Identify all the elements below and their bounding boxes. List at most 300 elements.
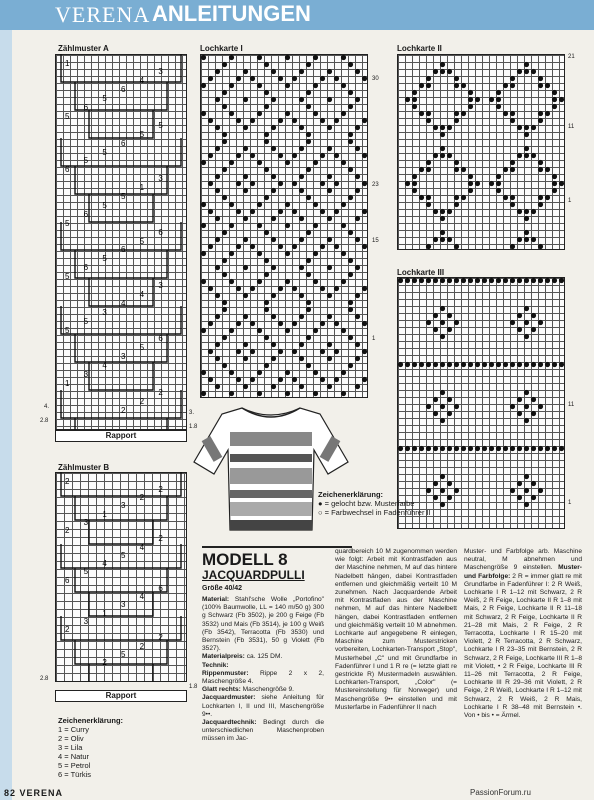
- punch-hole: [405, 278, 410, 283]
- punch-hole: [531, 313, 536, 318]
- color-number: 3: [158, 281, 163, 290]
- punch-hole: [299, 356, 304, 361]
- punch-hole: [503, 362, 508, 367]
- punch-hole: [461, 278, 466, 283]
- punch-hole: [327, 125, 332, 130]
- punch-hole: [447, 411, 452, 416]
- punch-hole: [510, 362, 515, 367]
- punch-hole: [482, 446, 487, 451]
- punch-hole: [327, 174, 332, 179]
- color-number: 5: [65, 219, 70, 228]
- punch-hole: [447, 481, 452, 486]
- punch-hole: [271, 97, 276, 102]
- punch-hole: [229, 83, 234, 88]
- punch-hole: [285, 202, 290, 207]
- punch-hole: [524, 320, 529, 325]
- punch-hole: [327, 314, 332, 319]
- punch-hole: [531, 125, 536, 130]
- punch-hole: [348, 195, 353, 200]
- punch-hole: [426, 244, 431, 249]
- punch-hole: [250, 209, 255, 214]
- page-header: [0, 0, 594, 30]
- punch-hole: [503, 195, 508, 200]
- punch-hole: [362, 209, 367, 214]
- punch-hole: [229, 251, 234, 256]
- color-number: 5: [102, 148, 107, 157]
- color-number: 4: [139, 592, 145, 601]
- color-legend-title: Zeichenerklärung:: [58, 716, 124, 725]
- punch-hole: [264, 363, 269, 368]
- punch-hole: [447, 362, 452, 367]
- punch-hole: [264, 195, 269, 200]
- punch-hole: [440, 62, 445, 67]
- punch-hole: [496, 97, 501, 102]
- punch-hole: [510, 244, 515, 249]
- color-number: 5: [102, 201, 107, 210]
- color-number: 5: [121, 551, 126, 560]
- punch-hole: [348, 258, 353, 263]
- punch-hole: [292, 321, 297, 326]
- punch-hole: [264, 104, 269, 109]
- punch-hole: [320, 209, 325, 214]
- punch-hole: [531, 153, 536, 158]
- punch-hole: [229, 111, 234, 116]
- punch-hole: [215, 216, 220, 221]
- punch-hole: [348, 272, 353, 277]
- punch-hole: [208, 181, 213, 186]
- color-number: 6: [158, 584, 163, 593]
- punch-hole: [348, 167, 353, 172]
- row-number: 15: [372, 238, 379, 244]
- color-number: 4: [139, 543, 145, 552]
- col1-paragraph: Technik:: [202, 661, 229, 669]
- punch-hole: [208, 76, 213, 81]
- punchcard-3-label: Lochkarte III: [397, 268, 445, 277]
- punch-hole: [433, 481, 438, 486]
- punch-hole: [299, 146, 304, 151]
- punch-hole: [285, 223, 290, 228]
- punch-hole: [348, 363, 353, 368]
- punch-hole: [454, 202, 459, 207]
- punch-hole: [299, 384, 304, 389]
- punch-hole: [355, 265, 360, 270]
- color-number: 6: [83, 210, 89, 219]
- color-number: 6: [158, 334, 163, 343]
- color-number: 2: [102, 658, 107, 667]
- punch-hole: [468, 174, 473, 179]
- punch-hole: [538, 320, 543, 325]
- punch-hole: [257, 223, 262, 228]
- color-number: 4: [139, 290, 145, 299]
- motif-outline: [75, 568, 167, 592]
- punch-hole: [433, 209, 438, 214]
- punch-hole: [306, 104, 311, 109]
- motif-outline: [61, 472, 181, 496]
- punch-hole: [454, 111, 459, 116]
- punch-hole: [264, 335, 269, 340]
- punch-hole: [412, 174, 417, 179]
- color-number: 2: [139, 397, 145, 406]
- punch-hole: [524, 230, 529, 235]
- punch-hole: [278, 76, 283, 81]
- punch-hole: [215, 314, 220, 319]
- punch-hole: [440, 237, 445, 242]
- color-number: 3: [83, 617, 89, 626]
- punch-hole: [531, 446, 536, 451]
- punch-hole: [461, 111, 466, 116]
- punch-hole: [320, 118, 325, 123]
- punch-hole: [313, 391, 318, 396]
- punch-hole: [517, 362, 522, 367]
- punch-hole: [341, 279, 346, 284]
- row-number: 21: [568, 54, 575, 60]
- punch-hole: [292, 377, 297, 382]
- punch-hole: [348, 62, 353, 67]
- page-footer: 82 VERENA: [4, 788, 64, 798]
- motif-outline: [61, 54, 181, 82]
- punch-hole: [517, 125, 522, 130]
- punch-hole: [334, 377, 339, 382]
- punch-hole: [313, 370, 318, 375]
- punch-hole: [398, 278, 403, 283]
- punch-hole: [348, 300, 353, 305]
- motif-outline: [75, 418, 167, 430]
- color-number: 3: [83, 370, 89, 379]
- punch-hole: [524, 446, 529, 451]
- punch-hole: [264, 272, 269, 277]
- motif-outline: [89, 664, 153, 682]
- punch-hole: [503, 83, 508, 88]
- punch-hole: [552, 181, 557, 186]
- motif-outline: [75, 166, 167, 194]
- punch-hole: [278, 377, 283, 382]
- color-number: 5: [65, 326, 70, 335]
- punch-hole: [334, 76, 339, 81]
- punch-hole: [531, 362, 536, 367]
- punch-hole: [426, 202, 431, 207]
- punch-hole: [285, 83, 290, 88]
- punch-hole: [222, 307, 227, 312]
- color-item: 5 = Petrol: [58, 761, 91, 770]
- punch-hole: [243, 97, 248, 102]
- punch-hole: [250, 118, 255, 123]
- punch-hole: [433, 327, 438, 332]
- punch-hole: [348, 132, 353, 137]
- punch-hole: [243, 188, 248, 193]
- punch-hole: [355, 314, 360, 319]
- punch-hole: [313, 223, 318, 228]
- punch-hole: [348, 104, 353, 109]
- punch-hole: [440, 362, 445, 367]
- punch-hole: [278, 153, 283, 158]
- punch-hole: [510, 111, 515, 116]
- punch-hole: [405, 97, 410, 102]
- punch-hole: [222, 132, 227, 137]
- punch-hole: [285, 251, 290, 256]
- punch-hole: [215, 188, 220, 193]
- punch-hole: [299, 125, 304, 130]
- model-size: Größe 40/42: [202, 585, 243, 592]
- punch-hole: [433, 446, 438, 451]
- punch-hole: [222, 335, 227, 340]
- col3-body: 2 R = immer glatt re mit Grundfarbe in Fadenführer I: 2 R Weiß, Lochkarte I R 1–12 mit Schwarz, 2 R Weiß, 2 R Feige, Lochkarte II R 1–8 mit Mais, 2 R Feige, Lochkarte II R 11–18 mit Schwarz, 2 R Feige, Lochkarte II R 21–28 mit Mais, 2 R Feige, 2 R Terracotta, Lochkarte I R 15–20 mit Violett, 2 R Terracotta, 2 R Schwarz, Lochkarte I R 23–35 mit Bernstein, 2 R Schwarz, 2 R Feige, Lochkarte III R 1–8 mit Violett, • 2 R Feige, Lochkarte III R 11–26 mit Terracotta, 2 R Feige, Lochkarte III R 29–36 mit Violett, 2 R Feige, 2 R Weiß, Lochkarte I R 1–12 mit Schwarz, 2 R Weiß, 2 R Mais, Lochkarte I R 38–48 mit Bernstein •. Von • bis • = Ärmel.: [464, 572, 582, 720]
- punch-hole: [447, 278, 452, 283]
- color-number: 3: [121, 600, 126, 609]
- punch-hole: [229, 160, 234, 165]
- punch-hole: [222, 139, 227, 144]
- color-number: 5: [158, 121, 163, 130]
- punch-hole: [426, 320, 431, 325]
- punch-hole: [306, 132, 311, 137]
- punch-hole: [313, 83, 318, 88]
- punch-hole: [306, 258, 311, 263]
- punch-hole: [334, 349, 339, 354]
- punch-hole: [236, 244, 241, 249]
- punch-hole: [517, 69, 522, 74]
- punch-hole: [222, 104, 227, 109]
- punch-hole: [552, 446, 557, 451]
- punch-hole: [426, 278, 431, 283]
- color-number: 5: [121, 650, 126, 659]
- punch-hole: [243, 146, 248, 151]
- punch-hole: [524, 153, 529, 158]
- punch-hole: [243, 216, 248, 221]
- punch-hole: [468, 90, 473, 95]
- punch-hole: [524, 278, 529, 283]
- punch-hole: [440, 320, 445, 325]
- punch-hole: [531, 481, 536, 486]
- punch-hole: [327, 97, 332, 102]
- punch-hole: [524, 69, 529, 74]
- punch-hole: [229, 370, 234, 375]
- punch-hole: [496, 446, 501, 451]
- punch-hole: [440, 278, 445, 283]
- motif-outline: [61, 306, 181, 334]
- punch-hole: [341, 160, 346, 165]
- punch-hole: [538, 167, 543, 172]
- punch-hole: [306, 139, 311, 144]
- punch-hole: [229, 279, 234, 284]
- punch-hole: [250, 286, 255, 291]
- punch-hole: [510, 278, 515, 283]
- punch-hole: [355, 188, 360, 193]
- punch-hole: [524, 216, 529, 221]
- punch-hole: [517, 313, 522, 318]
- punch-hole: [419, 111, 424, 116]
- punch-hole: [496, 104, 501, 109]
- punch-hole: [271, 356, 276, 361]
- legend-item: ○ = Farbwechsel in Fadenführer II: [318, 508, 431, 517]
- punch-hole: [306, 300, 311, 305]
- punch-hole: [496, 362, 501, 367]
- symbol-legend: [318, 490, 431, 517]
- punch-hole: [292, 76, 297, 81]
- color-number: 2: [139, 493, 145, 502]
- punch-hole: [503, 111, 508, 116]
- punch-hole: [306, 62, 311, 67]
- punch-hole: [531, 209, 536, 214]
- punch-hole: [278, 244, 283, 249]
- color-number: 2: [65, 625, 70, 634]
- punch-hole: [433, 69, 438, 74]
- punch-hole: [264, 62, 269, 67]
- punch-hole: [524, 362, 529, 367]
- col1-paragraph: Jacquardtechnik: Bedingt durch die unterschiedlichen Maschenproben müssen im Jac-: [202, 719, 324, 743]
- punch-hole: [222, 62, 227, 67]
- punch-hole: [292, 349, 297, 354]
- punch-hole: [320, 153, 325, 158]
- punchcard-1-holes: [200, 54, 368, 398]
- punch-hole: [398, 362, 403, 367]
- punch-hole: [447, 397, 452, 402]
- punch-hole: [215, 174, 220, 179]
- punch-hole: [299, 174, 304, 179]
- row-marker: 1.8: [189, 684, 198, 690]
- punch-hole: [201, 160, 206, 165]
- punch-hole: [362, 377, 367, 382]
- instructions-column-2: quardbereich 10 M zugenommen werden wie folgt: Arbeit mit Kontrastfaden aus der Maschine nehmen, M auf das hintere Nadelbett hängen, dabei Kontrastfaden entfernen und gleichmäßig verteilt 10 M zunehmen. Nach Jacquardende Arbeit mit Kontrastfaden aus der Maschine nehmen, M auf das hintere Nadelbett hängen, dabei Kontrastfaden entfernen und gleichmäßig verteilt 10 M abnehmen. Lochkarte auf angegebene R einlegen, Maschine zum Musterstricken vorbereiten, Lochkarten-Transport „Stop", Musterhebel „C" und mit Grundfarbe in Fadenführer I und 1 R re (= letzte glatt re gestrickte R) Mustermadeln auswählen. Lochkarten-Transport, „Color" (= Mustereinstellung für Norweger) und Maschengröße 9•• einstellen und mit Musterfarbe in Fadenführer II nach: [335, 548, 457, 711]
- punch-hole: [348, 90, 353, 95]
- punch-hole: [278, 321, 283, 326]
- punch-hole: [334, 153, 339, 158]
- punch-hole: [292, 181, 297, 186]
- color-number: 1: [102, 609, 107, 618]
- punch-hole: [306, 363, 311, 368]
- punch-hole: [215, 97, 220, 102]
- punch-hole: [201, 391, 206, 396]
- punch-hole: [503, 167, 508, 172]
- punch-hole: [271, 265, 276, 270]
- punch-hole: [320, 244, 325, 249]
- punch-hole: [285, 391, 290, 396]
- punch-hole: [517, 397, 522, 402]
- punch-hole: [327, 69, 332, 74]
- punch-hole: [362, 181, 367, 186]
- punch-hole: [355, 146, 360, 151]
- punch-hole: [264, 230, 269, 235]
- punch-hole: [461, 446, 466, 451]
- punch-hole: [250, 153, 255, 158]
- punch-hole: [475, 446, 480, 451]
- punch-hole: [552, 362, 557, 367]
- col3-heading: Muster- und Farbfolge:: [464, 564, 582, 580]
- punch-hole: [348, 230, 353, 235]
- punch-hole: [355, 237, 360, 242]
- col1-paragraph: Glatt rechts: Maschengröße 9.: [202, 686, 294, 694]
- punch-hole: [440, 132, 445, 137]
- punch-hole: [538, 362, 543, 367]
- punch-hole: [348, 307, 353, 312]
- punch-hole: [306, 335, 311, 340]
- punch-hole: [524, 418, 529, 423]
- punch-hole: [510, 404, 515, 409]
- punch-hole: [468, 278, 473, 283]
- punch-hole: [440, 418, 445, 423]
- punch-hole: [433, 153, 438, 158]
- punch-hole: [250, 321, 255, 326]
- punch-hole: [257, 328, 262, 333]
- punch-hole: [454, 488, 459, 493]
- chart-b-rapport: Rapport: [55, 690, 187, 702]
- punch-hole: [538, 278, 543, 283]
- punch-hole: [496, 174, 501, 179]
- col1-paragraph: Rippenmuster: Rippe 2 x 2, Maschengröße 4.: [202, 669, 324, 686]
- punch-hole: [215, 125, 220, 130]
- row-marker: 1.8: [189, 424, 198, 430]
- punch-hole: [306, 167, 311, 172]
- punch-hole: [538, 202, 543, 207]
- magazine-brand: VERENA: [55, 2, 151, 27]
- punch-hole: [412, 362, 417, 367]
- punch-hole: [440, 153, 445, 158]
- punch-hole: [278, 286, 283, 291]
- punch-hole: [222, 363, 227, 368]
- punch-hole: [496, 181, 501, 186]
- punch-hole: [468, 362, 473, 367]
- punch-hole: [257, 279, 262, 284]
- color-number: 6: [83, 263, 89, 272]
- punch-hole: [524, 237, 529, 242]
- punch-hole: [433, 313, 438, 318]
- punch-hole: [257, 55, 262, 60]
- color-number: 3: [121, 501, 126, 510]
- punch-hole: [440, 474, 445, 479]
- punch-hole: [215, 384, 220, 389]
- punch-hole: [201, 370, 206, 375]
- punch-hole: [412, 104, 417, 109]
- watermark: PassionForum.ru: [470, 788, 531, 797]
- punch-hole: [412, 188, 417, 193]
- row-marker: 2.8: [40, 676, 49, 682]
- color-number: 3: [158, 174, 163, 183]
- punch-hole: [552, 174, 557, 179]
- chart-a-rapport: Rapport: [55, 430, 187, 442]
- punch-hole: [243, 265, 248, 270]
- punch-hole: [489, 97, 494, 102]
- punch-hole: [250, 76, 255, 81]
- punch-hole: [559, 97, 564, 102]
- punch-hole: [426, 167, 431, 172]
- punch-hole: [257, 111, 262, 116]
- punch-hole: [250, 349, 255, 354]
- punch-hole: [292, 244, 297, 249]
- punch-hole: [545, 111, 550, 116]
- chart-a-label: Zählmuster A: [58, 44, 109, 53]
- punch-hole: [222, 195, 227, 200]
- punch-hole: [201, 111, 206, 116]
- punch-hole: [327, 384, 332, 389]
- punch-hole: [278, 118, 283, 123]
- punch-hole: [355, 174, 360, 179]
- punch-hole: [236, 153, 241, 158]
- punch-hole: [257, 83, 262, 88]
- punch-hole: [454, 160, 459, 165]
- punch-hole: [208, 286, 213, 291]
- punch-hole: [447, 327, 452, 332]
- punchcard-2-holes: [397, 54, 565, 250]
- punch-hole: [447, 125, 452, 130]
- punch-hole: [306, 90, 311, 95]
- punch-hole: [538, 488, 543, 493]
- punch-hole: [461, 167, 466, 172]
- punch-hole: [433, 411, 438, 416]
- punch-hole: [236, 321, 241, 326]
- color-number: 5: [139, 237, 145, 246]
- punch-hole: [236, 286, 241, 291]
- punch-hole: [201, 55, 206, 60]
- punch-hole: [292, 209, 297, 214]
- punch-hole: [271, 293, 276, 298]
